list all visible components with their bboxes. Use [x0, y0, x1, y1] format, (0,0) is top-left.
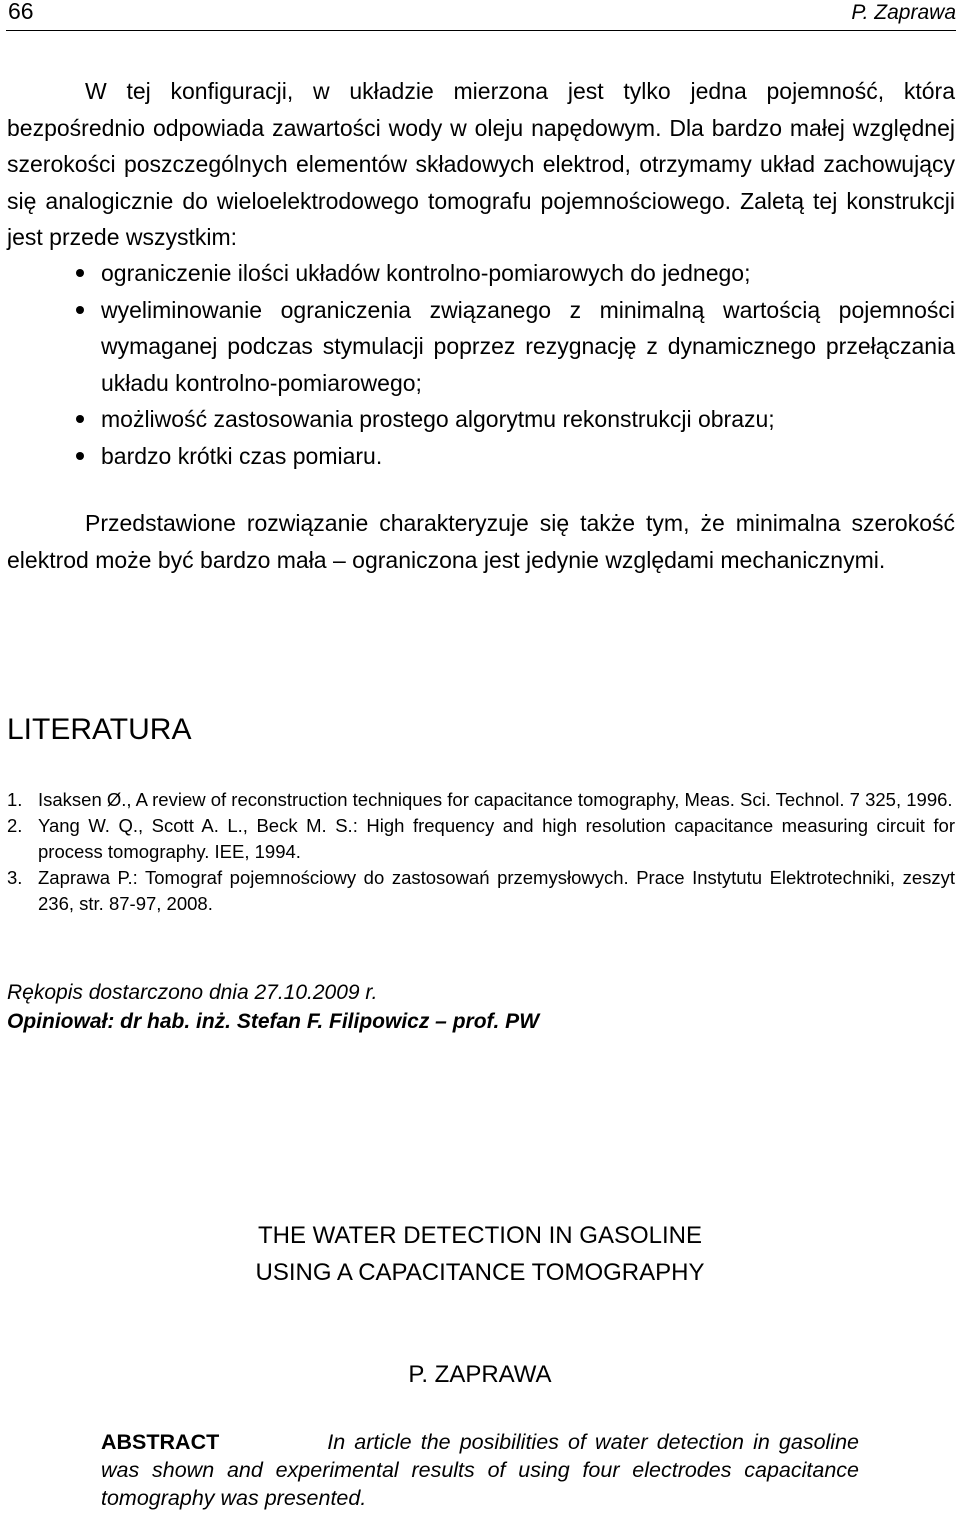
- abstract: [101, 1428, 859, 1512]
- page-number: 66: [8, 0, 34, 24]
- list-item: [7, 438, 955, 475]
- literature-heading: LITERATURA: [7, 713, 192, 746]
- list-item-text: bardzo krótki czas pomiaru.: [101, 442, 383, 469]
- paragraph-2: Przedstawione rozwiązanie charakteryzuje się także tym, że minimalna szerokość elektrod może być bardzo mała – ograniczona jest jedynie względami mechanicznymi.: [7, 510, 955, 573]
- list-item: [7, 292, 955, 402]
- reference-text: Zaprawa P.: Tomograf pojemnościowy do zastosowań przemysłowych. Prace Instytutu Elektrotechniki, zeszyt 236, str. 87-97, 2008.: [38, 867, 955, 914]
- english-title-line-2: USING A CAPACITANCE TOMOGRAPHY: [255, 1259, 705, 1286]
- english-title: [0, 1217, 960, 1291]
- reference-item: [7, 813, 955, 865]
- reference-item: [7, 865, 955, 917]
- reference-number: 3.: [7, 867, 23, 888]
- reviewer-line: Opiniował: dr hab. inż. Stefan F. Filipowicz – prof. PW: [7, 1010, 540, 1033]
- list-item-text: możliwość zastosowania prostego algorytmu rekonstrukcji obrazu;: [101, 406, 775, 432]
- list-item: [7, 255, 955, 292]
- bullet-icon: [76, 452, 84, 460]
- bullet-icon: [76, 269, 84, 277]
- reference-item: [7, 787, 955, 813]
- reference-text: Isaksen Ø., A review of reconstruction techniques for capacitance tomography, Meas. Sci. Technol. 7 325, 1996.: [38, 789, 953, 810]
- running-head: P. Zaprawa: [851, 1, 956, 24]
- reference-list: [7, 787, 955, 917]
- reference-text: Yang W. Q., Scott A. L., Beck M. S.: High frequency and high resolution capacitance measuring circuit for process tomography. IEE, 1994.: [38, 815, 955, 862]
- reference-number: 1.: [7, 789, 23, 810]
- english-author: P. ZAPRAWA: [408, 1361, 552, 1388]
- abstract-label: ABSTRACT: [101, 1430, 220, 1454]
- abstract-text: In article the posibilities of water detection in gasoline was shown and experimental results of using four electrodes capacitance tomography was presented.: [101, 1430, 859, 1510]
- reference-number: 2.: [7, 815, 23, 836]
- bullet-icon: [76, 415, 84, 423]
- bullet-icon: [76, 306, 84, 314]
- received-date: Rękopis dostarczono dnia 27.10.2009 r.: [7, 981, 378, 1004]
- page-header: [6, 0, 956, 31]
- english-title-line-1: THE WATER DETECTION IN GASOLINE: [257, 1222, 703, 1249]
- list-item: [7, 401, 955, 438]
- paragraph-1: W tej konfiguracji, w układzie mierzona jest tylko jedna pojemność, która bezpośrednio odpowiada zawartości wody w oleju napędowym. Dla bardzo małej względnej szerokości poszczególnych elementów składowych elektrod, otrzymamy układ zachowujący się analogicznie do wieloelektrodowego tomografu pojemnościowego. Zaletą tej konstrukcji jest przede wszystkim:: [7, 78, 955, 250]
- list-item-text: ograniczenie ilości układów kontrolno-pomiarowych do jednego;: [101, 260, 751, 286]
- advantages-list: [7, 255, 955, 474]
- list-item-text: wyeliminowanie ograniczenia związanego z minimalną wartością pojemności wymaganej podczas stymulacji poprzez rezygnację z dynamicznego przełączania układu kontrolno-pomiarowego;: [101, 296, 955, 396]
